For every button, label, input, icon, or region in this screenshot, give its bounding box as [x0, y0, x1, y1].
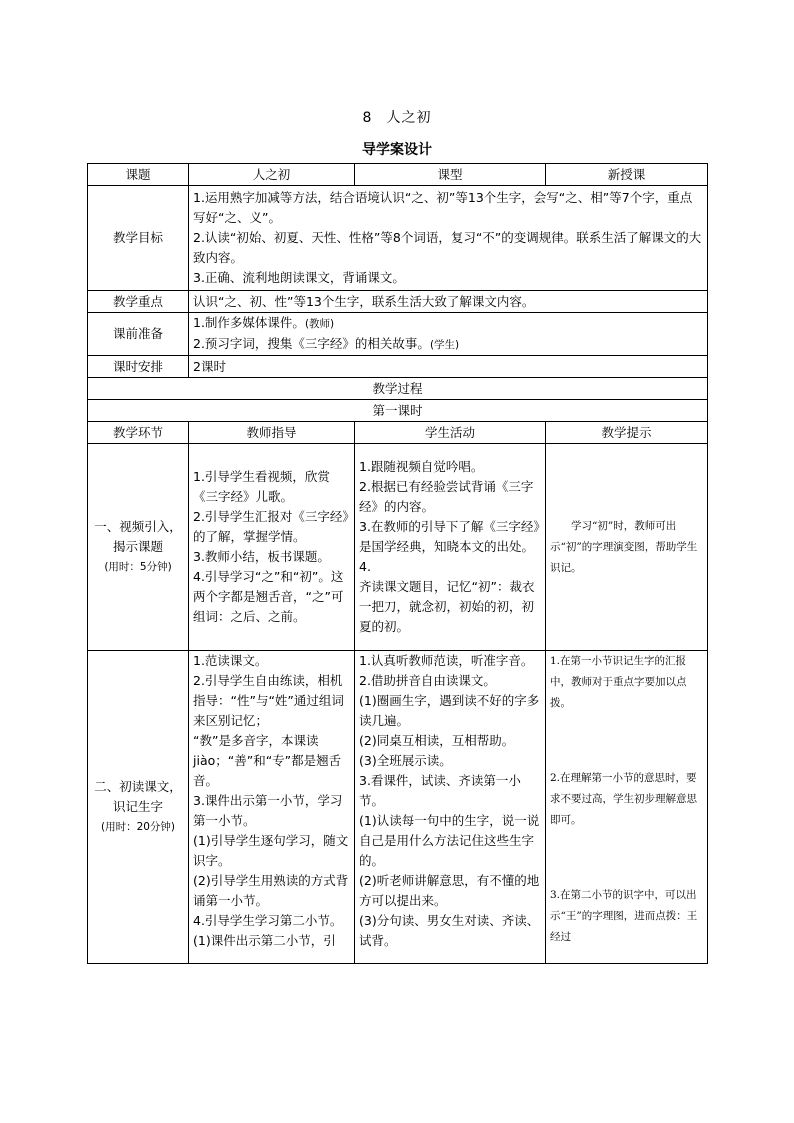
- prep-row: [88, 313, 708, 356]
- lesson-number: 8: [362, 110, 373, 126]
- prep-content: [189, 313, 708, 356]
- prep-item: 2.预习字词，搜集《三字经》的相关故事。(学生): [193, 336, 460, 351]
- tip-item: 2.在理解第一小节的意思时，要求不要过高，学生初步理解意思即可。: [550, 772, 697, 826]
- goals-row: [88, 186, 708, 291]
- column-header-stage: 教学环节: [88, 422, 189, 444]
- schedule-label: 课时安排: [88, 356, 189, 378]
- topic-value: 人之初: [189, 164, 355, 186]
- column-header-row: [88, 422, 708, 444]
- document-subtitle: 导学案设计: [362, 142, 432, 158]
- teacher-cell: 1.引导学生看视频，欣赏《三字经》儿歌。 2.引导学生汇报对《三字经》的了解，掌握学情。 3.教师小结，板书课题。 4.引导学习“之”和“初”。这两个字都是翘舌音，“之”可组词：之后、之前。: [189, 444, 355, 651]
- type-value: 新授课: [546, 164, 708, 186]
- tip-cell: [546, 651, 708, 964]
- goals-content: [189, 186, 708, 291]
- teacher-cell: 1.范读课文。 2.引导学生自由练读，相机指导：“性”与“姓”通过组词来区别记忆； “教”是多音字，本课读jiào；“善”和“专”都是翘舌音。 3.课件出示第一小节，学习第一小节。 (1)引导学生逐句学习，随文识字。 (2)引导学生用熟读的方式背诵第一小节。 4.引导学生学习第二小节。 (1)课件出示第二小节，引: [189, 651, 355, 964]
- process-title: 教学过程: [88, 378, 708, 400]
- lesson-plan-table: [87, 163, 708, 964]
- column-header-tip: 教学提示: [546, 422, 708, 444]
- period-title-row: [88, 400, 708, 422]
- period-title: 第一课时: [88, 400, 708, 422]
- topic-label: 课题: [88, 164, 189, 186]
- header-row: [88, 164, 708, 186]
- column-header-teacher: 教师指导: [189, 422, 355, 444]
- stage-title: 二、初读课文，识记生字: [94, 779, 182, 814]
- table-row: [88, 444, 708, 651]
- goals-label: 教学目标: [88, 186, 189, 291]
- schedule-row: [88, 356, 708, 378]
- stage-cell: [88, 444, 189, 651]
- table-row: [88, 651, 708, 964]
- goal-item: 1.运用熟字加减等方法，结合语境认识“之、初”等13个生字，会写“之、相”等7个字，重点写好“之、义”。: [193, 190, 693, 225]
- tip-cell: 学习“初”时，教师可出示“初”的字理演变图，帮助学生识记。: [546, 444, 708, 651]
- focus-row: [88, 291, 708, 313]
- focus-text: 认识“之、初、性”等13个生字，联系生活大致了解课文内容。: [189, 291, 708, 313]
- tip-item: 1.在第一小节识记生字的汇报中，教师对于重点字要加以点拨。: [550, 655, 687, 709]
- column-header-student: 学生活动: [355, 422, 546, 444]
- tip-item: 3.在第二小节的识字中，可以出示“王”的字理图，进而点拨：王经过: [550, 889, 698, 943]
- prep-note: (学生): [429, 339, 460, 351]
- type-label: 课型: [355, 164, 546, 186]
- process-title-row: [88, 378, 708, 400]
- prep-item: 1.制作多媒体课件。(教师): [193, 315, 335, 330]
- prep-label: 课前准备: [88, 313, 189, 356]
- goal-item: 3.正确、流利地朗读课文，背诵课文。: [193, 270, 405, 285]
- stage-time: (用时：5分钟): [104, 561, 172, 573]
- goal-item: 2.认读“初始、初夏、天性、性格”等8个词语，复习“不”的变调规律。联系生活了解课文的大致内容。: [193, 230, 702, 265]
- focus-label: 教学重点: [88, 291, 189, 313]
- stage-title: 一、视频引入，揭示课题: [94, 519, 182, 554]
- schedule-value: 2课时: [189, 356, 708, 378]
- stage-time: (用时：20分钟): [100, 821, 176, 833]
- lesson-title-text: 人之初: [386, 110, 432, 126]
- lesson-title: [0, 107, 794, 127]
- stage-cell: [88, 651, 189, 964]
- student-cell: 1.认真听教师范读，听准字音。 2.借助拼音自由读课文。 (1)圈画生字，遇到读不好的字多读几遍。 (2)同桌互相读，互相帮助。 (3)全班展示读。 3.看课件，试读、齐读第一小节。 (1)认读每一句中的生字，说一说自己是用什么方法记住这些生字的。 (2)听老师讲解意思，有不懂的地方可以提出来。 (3)分句读、男女生对读、齐读、试背。: [355, 651, 546, 964]
- prep-note: (教师): [304, 318, 335, 330]
- student-cell: 1.跟随视频自觉吟唱。 2.根据已有经验尝试背诵《三字经》的内容。 3.在教师的引导下了解《三字经》是国学经典，知晓本文的出处。 4. 齐读课文题目，记忆“初”：裁衣一把刀，就念初，初始的初，初夏的初。: [355, 444, 546, 651]
